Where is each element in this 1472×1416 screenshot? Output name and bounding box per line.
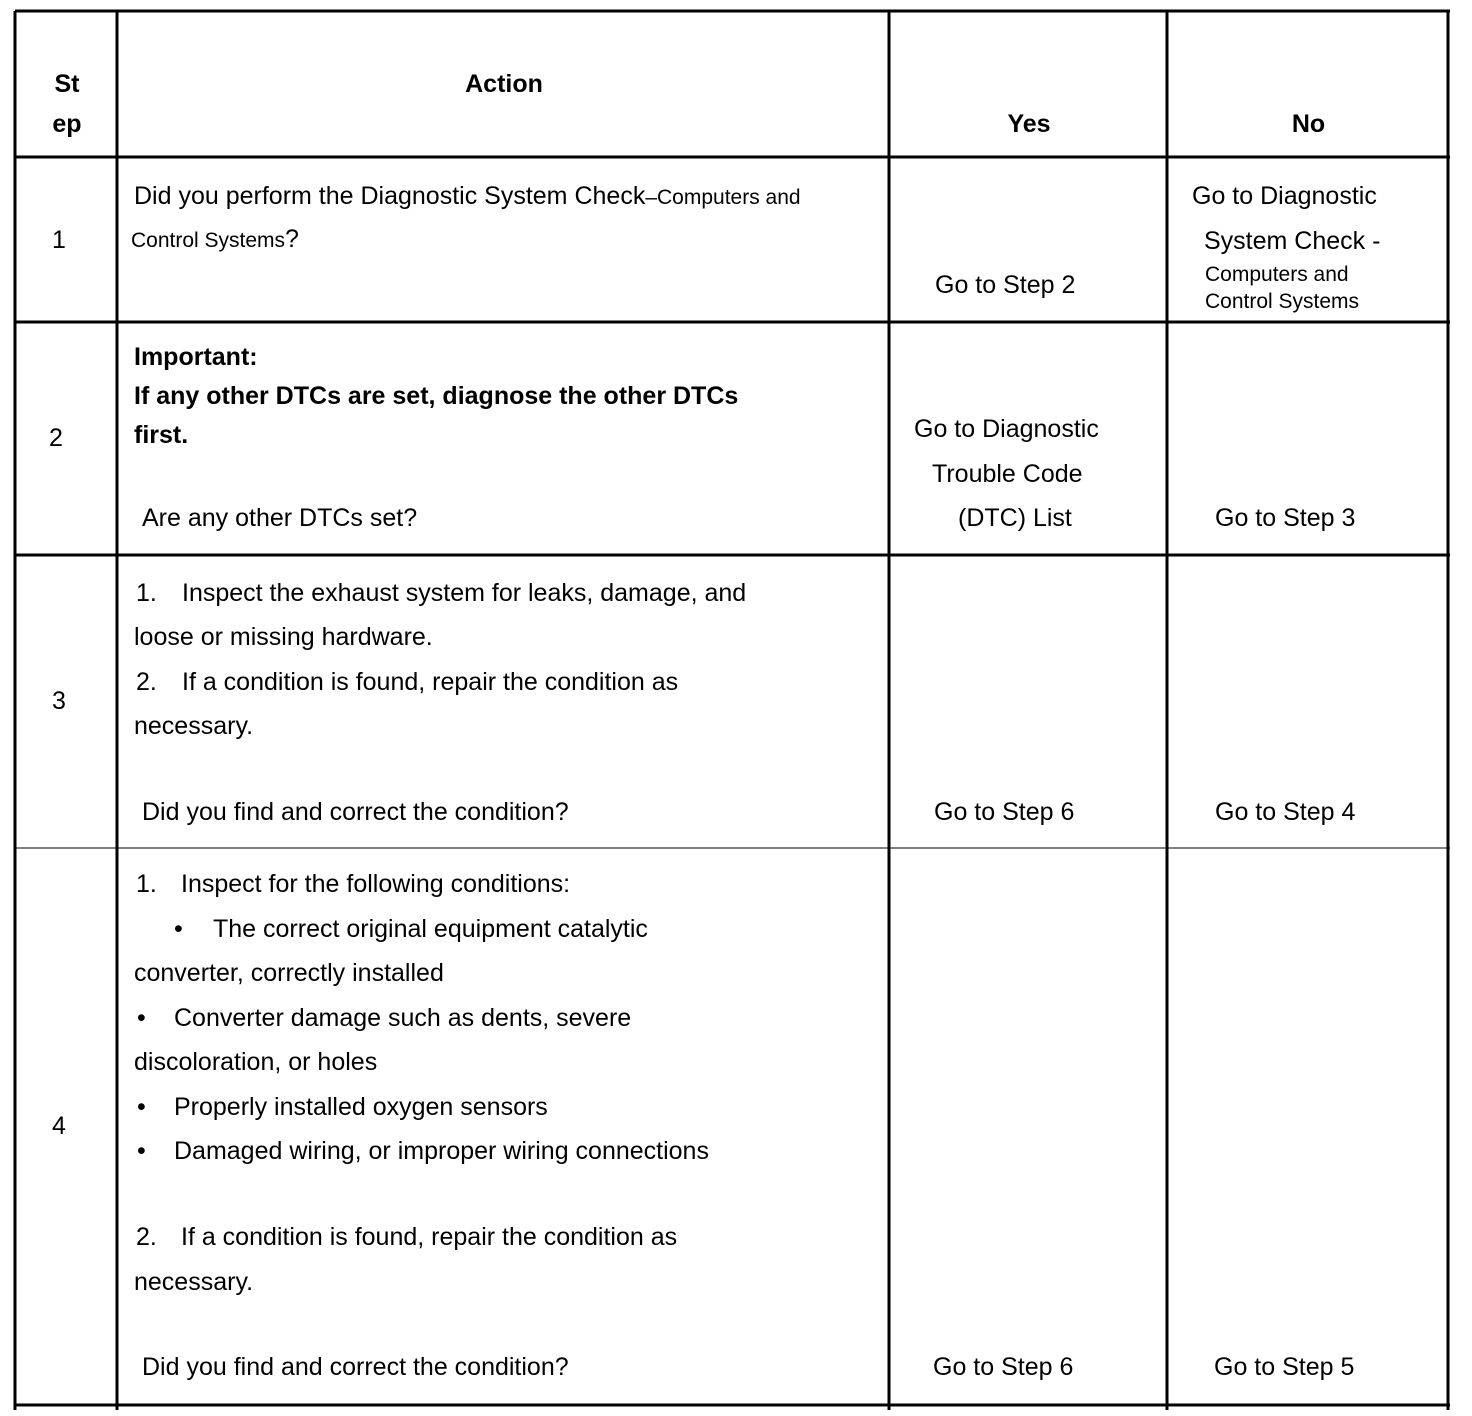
bullet-icon: •: [137, 1093, 146, 1121]
header-step-line2: ep: [52, 110, 82, 138]
action-dash: –: [645, 186, 658, 209]
action-question: Did you find and correct the condition?: [142, 1353, 569, 1381]
bullet-icon: •: [174, 915, 183, 943]
item-text: Inspect the exhaust system for leaks, damage, and: [182, 579, 747, 607]
bullet-text-cont: discoloration, or holes: [134, 1048, 378, 1076]
yes-link[interactable]: Go to Step 6: [933, 1353, 1074, 1381]
yes-link-line2[interactable]: Trouble Code: [932, 460, 1083, 488]
yes-link-line1[interactable]: Go to Diagnostic: [914, 415, 1099, 443]
no-link-line4[interactable]: Control Systems: [1205, 290, 1360, 313]
bullet-text: Damaged wiring, or improper wiring connections: [174, 1137, 709, 1165]
yes-link-line3[interactable]: (DTC) List: [958, 504, 1072, 532]
action-main: Did you perform the Diagnostic System Check: [134, 182, 646, 210]
no-link[interactable]: Go to Step 5: [1214, 1353, 1355, 1381]
item-number: 2.: [136, 1223, 157, 1251]
step-number: 3: [52, 687, 66, 715]
bullet-text: Converter damage such as dents, severe: [174, 1004, 632, 1032]
item-text-cont: loose or missing hardware.: [134, 623, 433, 651]
item-text-cont: necessary.: [134, 1268, 254, 1296]
step-number: 2: [49, 424, 63, 452]
action-text-cont: [131, 224, 299, 254]
header-step-line1: St: [54, 70, 80, 98]
item-number: 1.: [136, 870, 157, 898]
bullet-text: The correct original equipment catalytic: [213, 915, 648, 943]
no-link-line3[interactable]: Computers and: [1205, 263, 1349, 286]
item-text: If a condition is found, repair the condition as: [182, 668, 679, 696]
action-question: Did you find and correct the condition?: [142, 798, 569, 826]
item-number: 2.: [136, 668, 157, 696]
header-no: No: [1291, 110, 1326, 138]
header-yes: Yes: [1007, 110, 1051, 138]
yes-link[interactable]: Go to Step 2: [935, 271, 1076, 299]
action-small-1: Computers and: [657, 186, 801, 209]
action-question: Are any other DTCs set?: [142, 504, 418, 532]
important-line2: first.: [134, 421, 189, 449]
item-text: If a condition is found, repair the condition as: [181, 1223, 678, 1251]
action-qmark: ?: [285, 225, 299, 253]
bullet-icon: •: [137, 1137, 146, 1165]
item-text-cont: necessary.: [134, 712, 254, 740]
bullet-text: Properly installed oxygen sensors: [174, 1093, 548, 1121]
item-text: Inspect for the following conditions:: [181, 870, 571, 898]
item-number: 1.: [136, 579, 157, 607]
header-action: Action: [465, 70, 543, 98]
important-line1: If any other DTCs are set, diagnose the other DTCs: [134, 382, 739, 410]
yes-link[interactable]: Go to Step 6: [934, 798, 1075, 826]
no-link-line2[interactable]: System Check -: [1204, 227, 1381, 255]
no-link-line1[interactable]: Go to Diagnostic: [1192, 182, 1377, 210]
no-link[interactable]: Go to Step 3: [1215, 504, 1356, 532]
step-number: 1: [52, 226, 66, 254]
bullet-icon: •: [137, 1004, 146, 1032]
important-label: Important:: [134, 343, 258, 371]
no-link[interactable]: Go to Step 4: [1215, 798, 1356, 826]
action-small-2: Control Systems: [131, 229, 286, 252]
bullet-text-cont: converter, correctly installed: [134, 959, 444, 987]
step-number: 4: [52, 1112, 66, 1140]
action-text: [134, 181, 801, 213]
